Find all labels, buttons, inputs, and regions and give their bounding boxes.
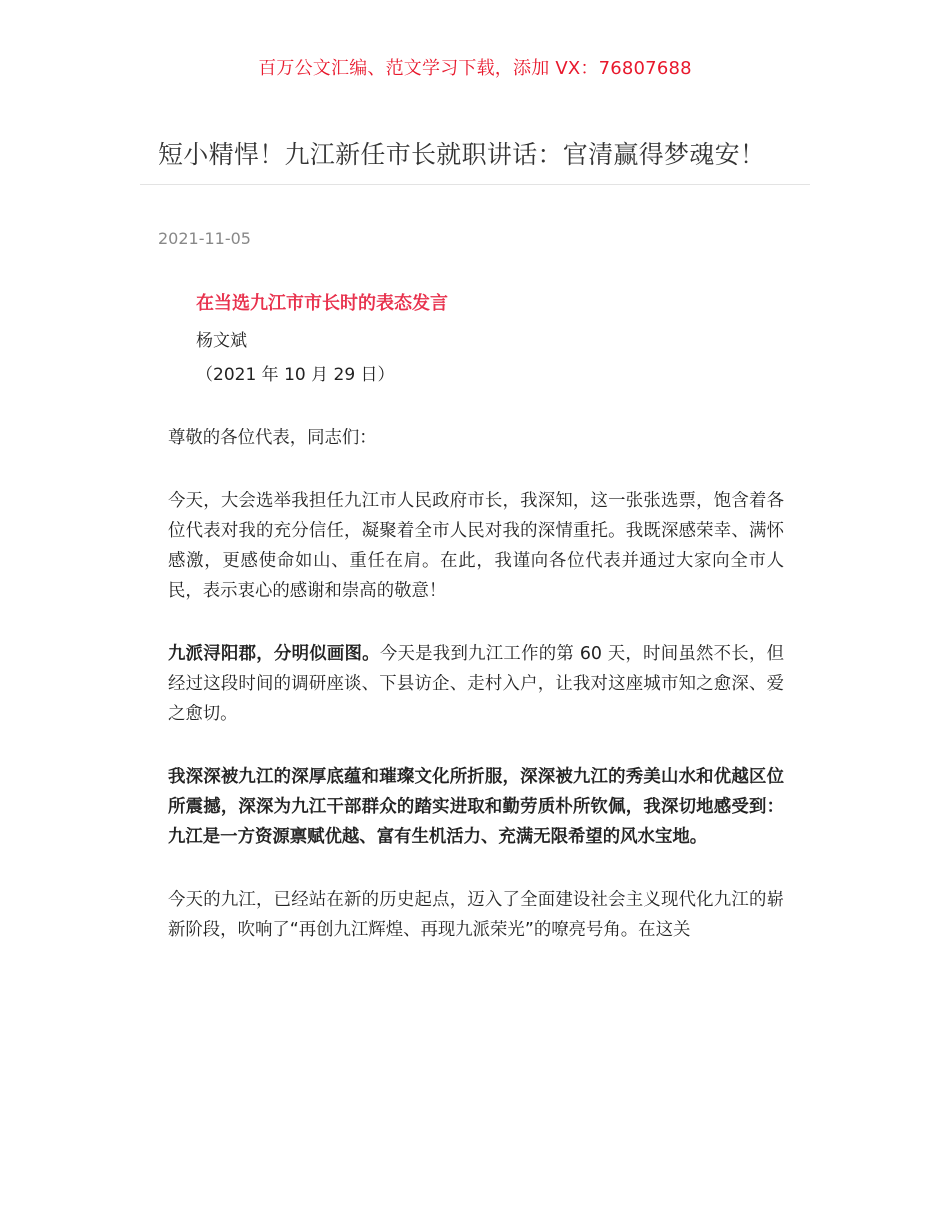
speech-heading: 在当选九江市市长时的表态发言 bbox=[196, 293, 448, 314]
body-paragraph: 今天的九江，已经站在新的历史起点，迈入了全面建设社会主义现代化九江的崭新阶段，吹响了“再创九江辉煌、再现九派荣光”的嘹亮号角。在这关 bbox=[168, 890, 784, 940]
speech-author: 杨文斌 bbox=[196, 331, 247, 351]
speech-date: （2021 年 10 月 29 日） bbox=[196, 365, 395, 385]
promo-banner: 百万公文汇编、范文学习下载，添加 VX：76807688 bbox=[258, 58, 692, 79]
title-divider bbox=[140, 184, 810, 185]
bold-paragraph: 我深深被九江的深厚底蕴和璀璨文化所折服，深深被九江的秀美山水和优越区位所震撼，深深为九江干部群众的踏实进取和勤劳质朴所钦佩，我深切地感受到：九江是一方资源禀赋优越、富有生机活力、充满无限希望的风水宝地。 bbox=[168, 767, 784, 847]
paragraph-text: 今天是我到九江工作的第 60 天，时间虽然不长，但经过这段时间的调研座谈、下县访企、走村入户，让我对这座城市知之愈深、爱之愈切。 bbox=[168, 644, 784, 724]
article-body bbox=[168, 423, 784, 978]
body-paragraph bbox=[168, 639, 784, 729]
salutation-paragraph: 尊敬的各位代表，同志们： bbox=[168, 428, 377, 448]
body-paragraph: 今天，大会选举我担任九江市人民政府市长，我深知，这一张张选票，饱含着各位代表对我的充分信任，凝聚着全市人民对我的深情重托。我既深感荣幸、满怀感激，更感使命如山、重任在肩。在此，我谨向各位代表并通过大家向全市人民，表示衷心的感谢和崇高的敬意！ bbox=[168, 491, 784, 601]
paragraph-lead: 九派浔阳郡，分明似画图。 bbox=[168, 644, 380, 664]
article-title: 短小精悍！九江新任市长就职讲话：官清赢得梦魂安！ bbox=[158, 140, 766, 169]
publish-date: 2021-11-05 bbox=[158, 229, 251, 248]
